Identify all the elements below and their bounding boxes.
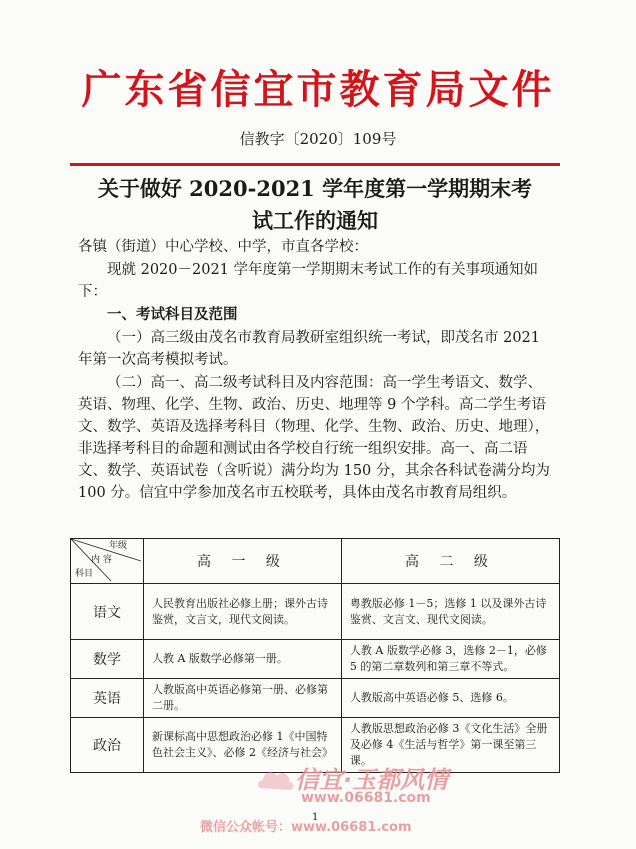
grade2-cell: 人教 A 版数学必修 3，选修 2－1，必修 5 的第二章数列和第三章不等式。 [341, 640, 559, 679]
corner-grade: 年级 [109, 541, 128, 551]
grade2-cell: 人教版高中英语必修 5、选修 6。 [341, 679, 559, 718]
subject-cell: 英语 [71, 679, 144, 718]
corner-subject: 科目 [75, 569, 94, 579]
paragraph-2: （二）高一、高二级考试科目及内容范围：高一学生考语文、数学、英语、物理、化学、生物、政治、历史、地理等 9 个学科。高二学生考语文、数学、英语及选择考科目（物理、化学、生物、政治、历史、地理），非选择考科目的命题和测试由各学校自行统一组织安排。高一、高二语文、数学、英语试卷（含听说）满分均为 150 分，其余各科试卷满分均为 100 分。信宜中学参加茂名市五校联考，具体由茂名市教育局组织。 [78, 375, 550, 501]
watermark [200, 760, 585, 840]
grade1-cell: 人教 A 版数学必修第一册。 [144, 640, 342, 679]
issuer-title: 广东省信宜市教育局文件 [81, 67, 555, 113]
table-corner-cell [71, 539, 144, 584]
grade2-cell: 粤教版必修 1－5；选修 1 以及课外古诗鉴赏、文言文、现代文阅读。 [341, 584, 559, 640]
cloud-logo-icon [255, 760, 295, 800]
notice-title-line2: 试工作的通知 [252, 208, 378, 233]
corner-content: 内 容 [91, 555, 112, 565]
notice-title [70, 173, 560, 237]
grade2-cell: 人教版思想政治必修 3《文化生活》全册及必修 4《生活与哲学》第一课至第三课。 [341, 718, 559, 773]
subject-cell: 政治 [71, 718, 144, 773]
watermark-title: 信宜·玉都风情 [295, 766, 449, 794]
page-number: 1 [312, 812, 319, 823]
subject-cell: 语文 [71, 584, 144, 640]
grade1-cell: 新课标高中思想政治必修 1《中国特色社会主义》、必修 2《经济与社会》 [144, 718, 342, 773]
table-row [71, 584, 560, 640]
notice-title-line1: 关于做好 2020-2021 学年度第一学期期末考 [97, 176, 533, 201]
subject-cell: 数学 [71, 640, 144, 679]
header-grade2: 高 二 级 [341, 539, 559, 584]
watermark-account: 微信公众帐号：www.06681.com [200, 820, 412, 835]
red-divider [70, 163, 560, 166]
watermark-url: www.06681.com [301, 790, 431, 806]
grade1-cell: 人民教育出版社必修上册；课外古诗鉴赏，文言文，现代文阅读。 [144, 584, 342, 640]
header-grade1: 高 一 级 [144, 539, 342, 584]
exam-scope-table [70, 538, 560, 773]
section-heading: 一、考试科目及范围 [107, 307, 238, 323]
document-number: 信教字〔2020〕109号 [239, 130, 397, 148]
paragraph-1: （一）高三级由茂名市教育局教研室组织统一考试，即茂名市 2021 年第一次高考模拟考试。 [78, 330, 541, 368]
grade1-cell: 人教版高中英语必修第一册、必修第二册。 [144, 679, 342, 718]
intro-paragraph: 现就 2020－2021 学年度第一学期期末考试工作的有关事项通知如下： [78, 262, 539, 300]
table-row [71, 679, 560, 718]
addressee: 各镇（街道）中心学校、中学，市直各学校： [78, 239, 368, 255]
table-row [71, 640, 560, 679]
